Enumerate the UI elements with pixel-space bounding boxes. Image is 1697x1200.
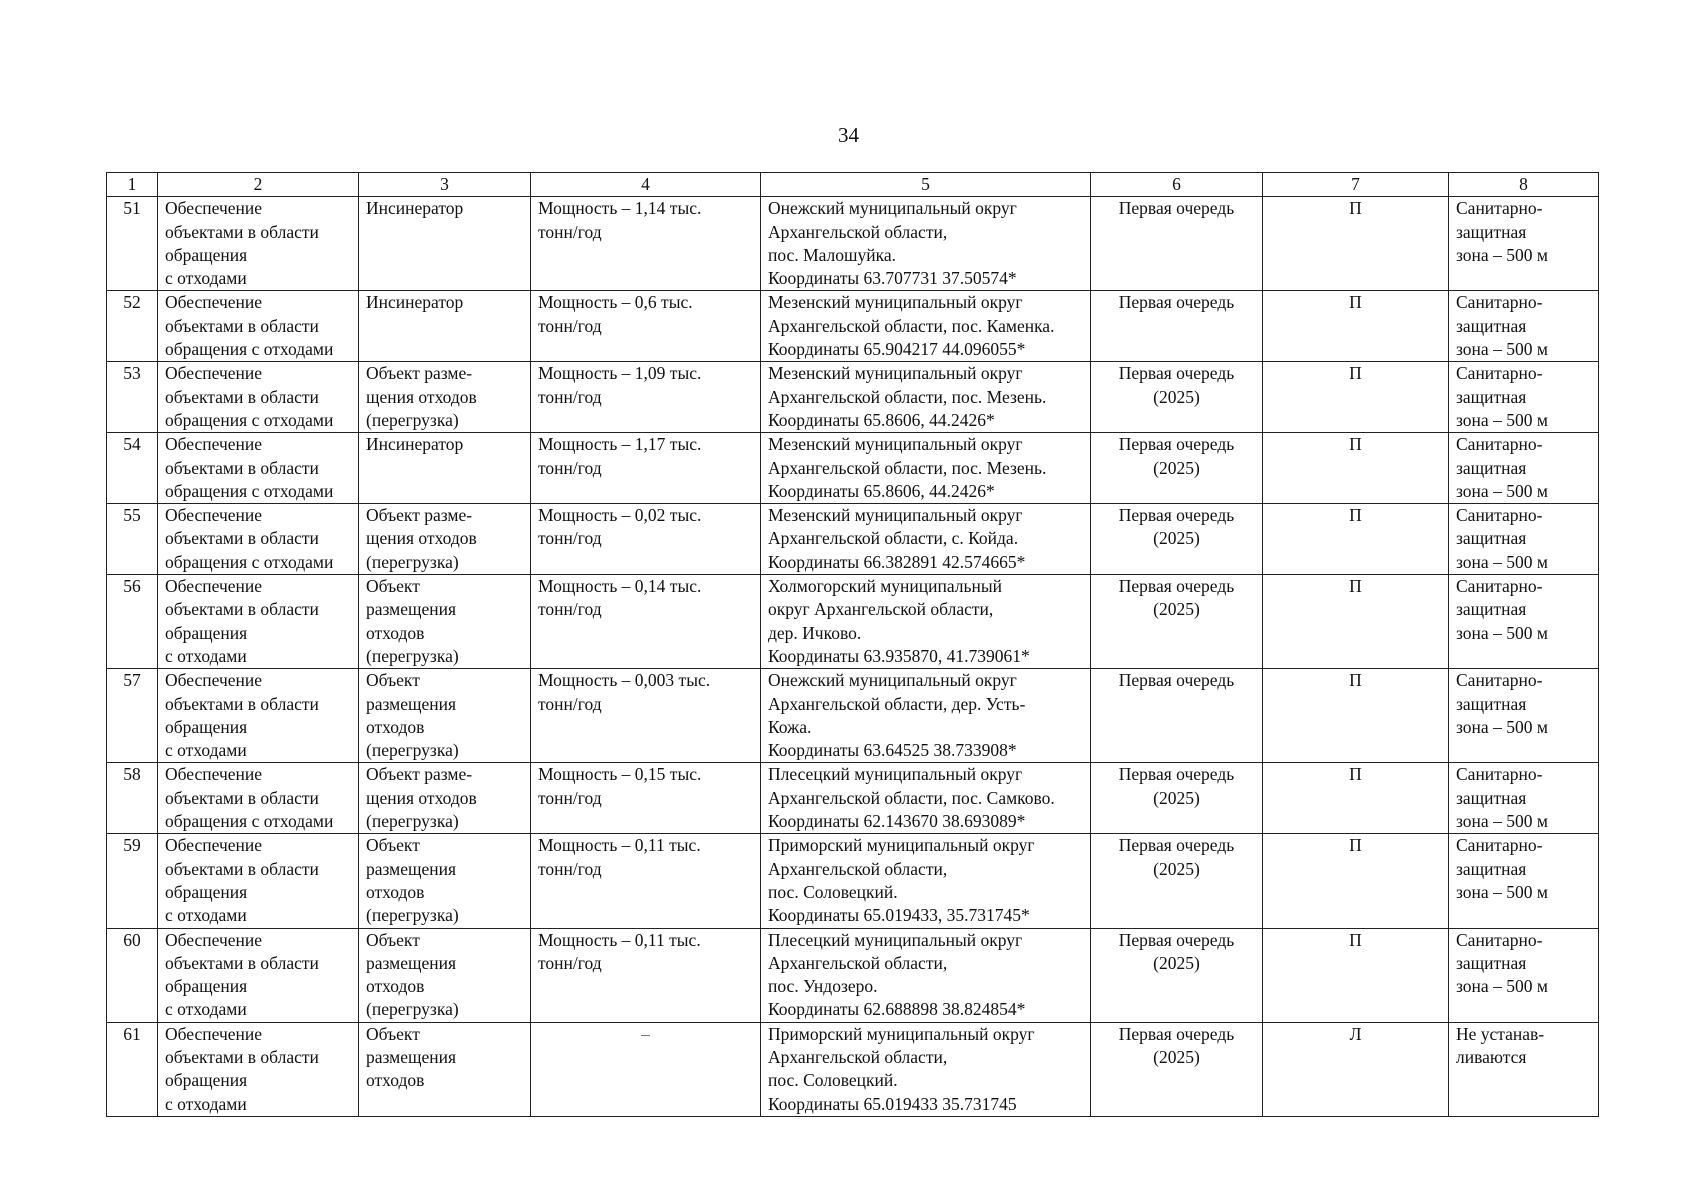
row-number-cell: 56	[107, 575, 158, 669]
location-cell: Плесецкий муниципальный округ Архангельской области, пос. Ундозеро. Координаты 62.688898 38.824854*	[761, 928, 1091, 1022]
object-type-cell: Инсинератор	[359, 197, 531, 291]
table-row	[107, 1022, 1599, 1116]
capacity-cell: Мощность – 1,09 тыс. тонн/год	[531, 362, 761, 433]
column-header: 6	[1091, 173, 1263, 197]
object-type-cell: Объект разме- щения отходов (перегрузка)	[359, 362, 531, 433]
protection-zone-cell: Санитарно- защитная зона – 500 м	[1449, 362, 1599, 433]
queue-cell: Первая очередь (2025)	[1091, 433, 1263, 504]
capacity-cell: Мощность – 0,6 тыс. тонн/год	[531, 291, 761, 362]
object-type-cell: Инсинератор	[359, 291, 531, 362]
capacity-cell: Мощность – 0,15 тыс. тонн/год	[531, 763, 761, 834]
row-number-cell: 60	[107, 928, 158, 1022]
queue-cell: Первая очередь (2025)	[1091, 928, 1263, 1022]
object-type-cell: Объект размещения отходов (перегрузка)	[359, 575, 531, 669]
page-number: 34	[838, 123, 859, 147]
table-row	[107, 763, 1599, 834]
purpose-cell: Обеспечение объектами в области обращения с отходами	[158, 197, 359, 291]
capacity-cell: Мощность – 1,14 тыс. тонн/год	[531, 197, 761, 291]
queue-cell: Первая очередь	[1091, 197, 1263, 291]
location-cell: Мезенский муниципальный округ Архангельской области, пос. Мезень. Координаты 65.8606, 44.2426*	[761, 433, 1091, 504]
category-cell: П	[1263, 362, 1449, 433]
table-row	[107, 928, 1599, 1022]
purpose-cell: Обеспечение объектами в области обращения с отходами	[158, 763, 359, 834]
capacity-cell: Мощность – 0,02 тыс. тонн/год	[531, 504, 761, 575]
protection-zone-cell: Санитарно- защитная зона – 500 м	[1449, 291, 1599, 362]
protection-zone-cell: Санитарно- защитная зона – 500 м	[1449, 834, 1599, 928]
capacity-cell: Мощность – 0,003 тыс. тонн/год	[531, 669, 761, 763]
protection-zone-cell: Не устанав- ливаются	[1449, 1022, 1599, 1116]
table-row	[107, 834, 1599, 928]
table-row	[107, 575, 1599, 669]
row-number-cell: 61	[107, 1022, 158, 1116]
queue-cell: Первая очередь (2025)	[1091, 1022, 1263, 1116]
column-header: 5	[761, 173, 1091, 197]
location-cell: Мезенский муниципальный округ Архангельской области, пос. Мезень. Координаты 65.8606, 44.2426*	[761, 362, 1091, 433]
protection-zone-cell: Санитарно- защитная зона – 500 м	[1449, 928, 1599, 1022]
queue-cell: Первая очередь	[1091, 291, 1263, 362]
capacity-cell: –	[531, 1022, 761, 1116]
location-cell: Приморский муниципальный округ Архангельской области, пос. Соловецкий. Координаты 65.019433 35.731745	[761, 1022, 1091, 1116]
category-cell: П	[1263, 763, 1449, 834]
purpose-cell: Обеспечение объектами в области обращения с отходами	[158, 362, 359, 433]
queue-cell: Первая очередь (2025)	[1091, 763, 1263, 834]
capacity-cell: Мощность – 0,11 тыс. тонн/год	[531, 928, 761, 1022]
category-cell: Л	[1263, 1022, 1449, 1116]
location-cell: Мезенский муниципальный округ Архангельской области, с. Койда. Координаты 66.382891 42.574665*	[761, 504, 1091, 575]
table-row	[107, 433, 1599, 504]
row-number-cell: 51	[107, 197, 158, 291]
location-cell: Холмогорский муниципальный округ Архангельской области, дер. Ичково. Координаты 63.935870, 41.739061*	[761, 575, 1091, 669]
purpose-cell: Обеспечение объектами в области обращения с отходами	[158, 291, 359, 362]
capacity-cell: Мощность – 1,17 тыс. тонн/год	[531, 433, 761, 504]
location-cell: Плесецкий муниципальный округ Архангельской области, пос. Самково. Координаты 62.143670 38.693089*	[761, 763, 1091, 834]
queue-cell: Первая очередь	[1091, 669, 1263, 763]
queue-cell: Первая очередь (2025)	[1091, 834, 1263, 928]
protection-zone-cell: Санитарно- защитная зона – 500 м	[1449, 575, 1599, 669]
purpose-cell: Обеспечение объектами в области обращения с отходами	[158, 504, 359, 575]
object-type-cell: Объект размещения отходов (перегрузка)	[359, 669, 531, 763]
row-number-cell: 59	[107, 834, 158, 928]
protection-zone-cell: Санитарно- защитная зона – 500 м	[1449, 433, 1599, 504]
category-cell: П	[1263, 504, 1449, 575]
row-number-cell: 55	[107, 504, 158, 575]
table-row	[107, 291, 1599, 362]
object-type-cell: Объект размещения отходов	[359, 1022, 531, 1116]
protection-zone-cell: Санитарно- защитная зона – 500 м	[1449, 504, 1599, 575]
queue-cell: Первая очередь (2025)	[1091, 575, 1263, 669]
purpose-cell: Обеспечение объектами в области обращения с отходами	[158, 575, 359, 669]
category-cell: П	[1263, 197, 1449, 291]
queue-cell: Первая очередь (2025)	[1091, 362, 1263, 433]
row-number-cell: 54	[107, 433, 158, 504]
objects-table	[106, 172, 1599, 1117]
protection-zone-cell: Санитарно- защитная зона – 500 м	[1449, 197, 1599, 291]
object-type-cell: Объект разме- щения отходов (перегрузка)	[359, 763, 531, 834]
object-type-cell: Объект размещения отходов (перегрузка)	[359, 928, 531, 1022]
queue-cell: Первая очередь (2025)	[1091, 504, 1263, 575]
purpose-cell: Обеспечение объектами в области обращения с отходами	[158, 834, 359, 928]
column-header: 4	[531, 173, 761, 197]
row-number-cell: 52	[107, 291, 158, 362]
column-header: 3	[359, 173, 531, 197]
location-cell: Онежский муниципальный округ Архангельской области, дер. Усть- Кожа. Координаты 63.64525 38.733908*	[761, 669, 1091, 763]
table-row	[107, 669, 1599, 763]
protection-zone-cell: Санитарно- защитная зона – 500 м	[1449, 669, 1599, 763]
protection-zone-cell: Санитарно- защитная зона – 500 м	[1449, 763, 1599, 834]
object-type-cell: Объект разме- щения отходов (перегрузка)	[359, 504, 531, 575]
purpose-cell: Обеспечение объектами в области обращения с отходами	[158, 669, 359, 763]
object-type-cell: Инсинератор	[359, 433, 531, 504]
column-header: 2	[158, 173, 359, 197]
row-number-cell: 57	[107, 669, 158, 763]
location-cell: Онежский муниципальный округ Архангельской области, пос. Малошуйка. Координаты 63.707731 37.50574*	[761, 197, 1091, 291]
category-cell: П	[1263, 669, 1449, 763]
row-number-cell: 58	[107, 763, 158, 834]
object-type-cell: Объект размещения отходов (перегрузка)	[359, 834, 531, 928]
category-cell: П	[1263, 928, 1449, 1022]
column-header: 1	[107, 173, 158, 197]
category-cell: П	[1263, 291, 1449, 362]
capacity-cell: Мощность – 0,14 тыс. тонн/год	[531, 575, 761, 669]
location-cell: Приморский муниципальный округ Архангельской области, пос. Соловецкий. Координаты 65.019433, 35.731745*	[761, 834, 1091, 928]
purpose-cell: Обеспечение объектами в области обращения с отходами	[158, 928, 359, 1022]
capacity-cell: Мощность – 0,11 тыс. тонн/год	[531, 834, 761, 928]
purpose-cell: Обеспечение объектами в области обращения с отходами	[158, 1022, 359, 1116]
table-header-row	[107, 173, 1599, 197]
location-cell: Мезенский муниципальный округ Архангельской области, пос. Каменка. Координаты 65.904217 44.096055*	[761, 291, 1091, 362]
column-header: 7	[1263, 173, 1449, 197]
category-cell: П	[1263, 834, 1449, 928]
table-row	[107, 197, 1599, 291]
category-cell: П	[1263, 433, 1449, 504]
table-row	[107, 504, 1599, 575]
column-header: 8	[1449, 173, 1599, 197]
category-cell: П	[1263, 575, 1449, 669]
row-number-cell: 53	[107, 362, 158, 433]
table-row	[107, 362, 1599, 433]
purpose-cell: Обеспечение объектами в области обращения с отходами	[158, 433, 359, 504]
